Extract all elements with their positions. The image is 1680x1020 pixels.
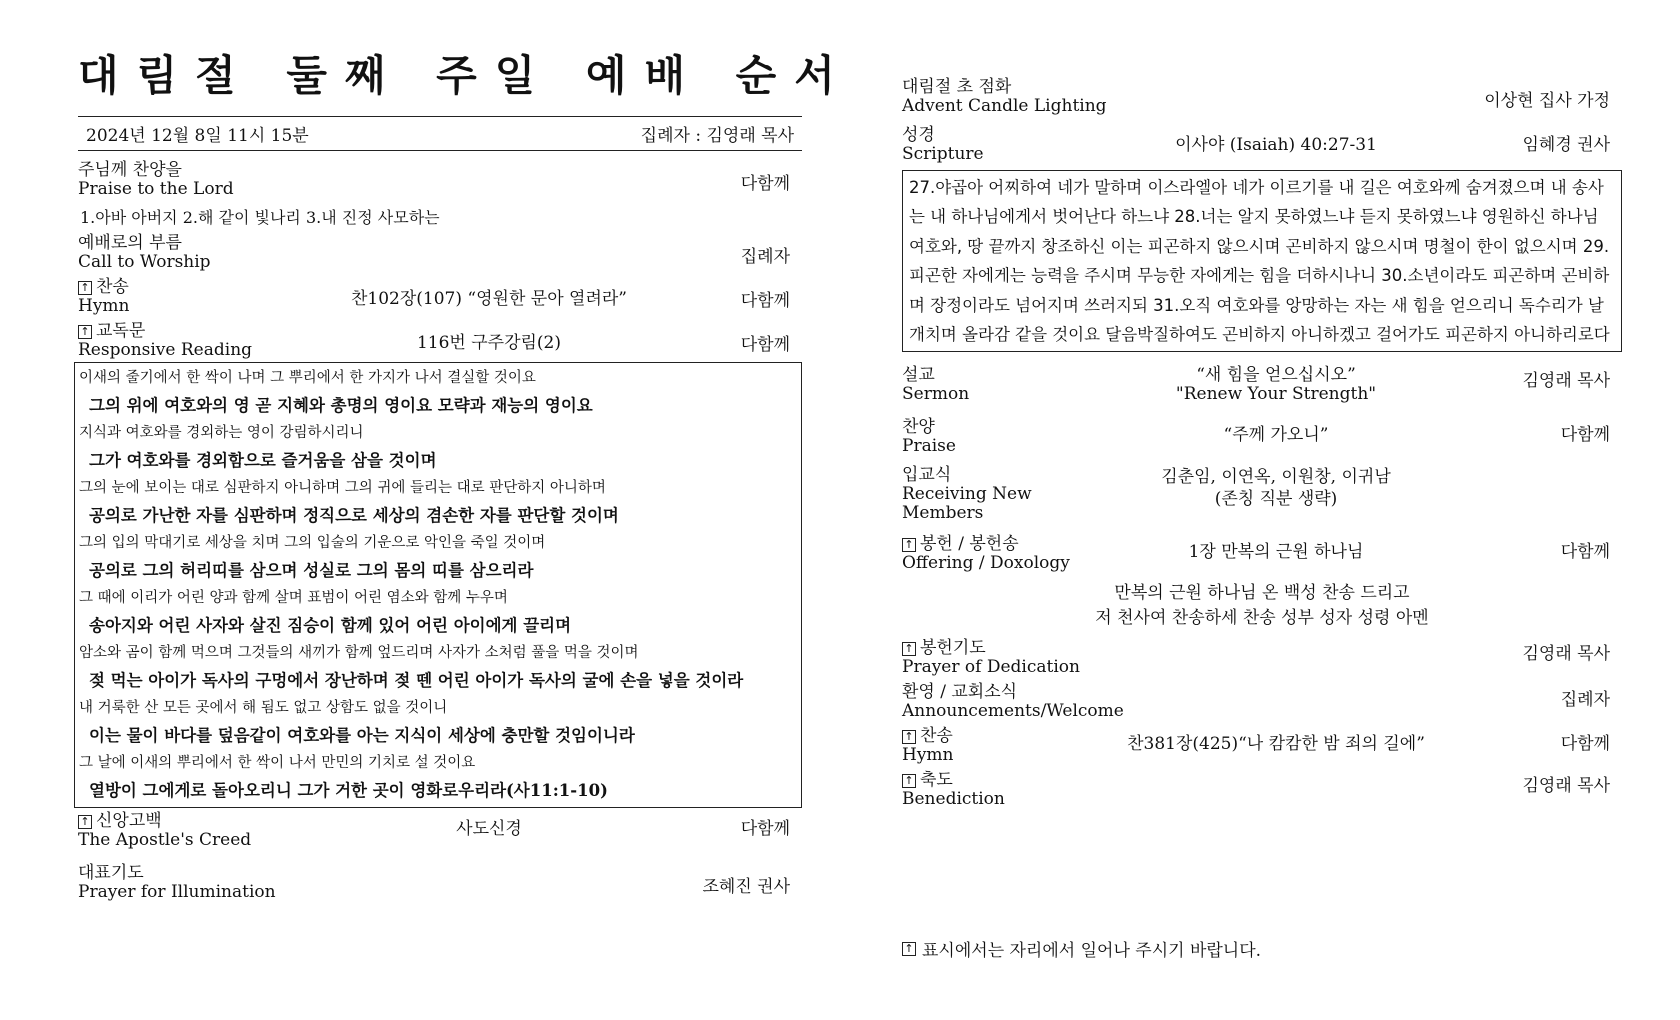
creed-en: The Apostle's Creed <box>78 830 252 850</box>
creed-leader: 다함께 <box>740 819 790 839</box>
responsive-title: 116번 구주강림(2) <box>416 333 562 353</box>
item-dedication <box>902 639 1622 677</box>
stand-up-icon: ↑ <box>902 642 916 656</box>
sermon-en: Sermon <box>902 384 970 405</box>
hymn-en: Hymn <box>78 296 130 316</box>
offering-leader: 다함께 <box>1560 542 1610 563</box>
sermon-title-ko: “새 힘을 얻으십시오” <box>1196 365 1356 386</box>
item-prayer <box>78 864 802 902</box>
reading-leader-line: 그 때에 이리가 어린 양과 함께 살며 표범이 어린 염소와 함께 누우며 <box>79 590 508 606</box>
offering-en: Offering / Doxology <box>902 553 1070 574</box>
creed-title: 사도신경 <box>456 819 522 839</box>
candle-ko: 대림절 초 점화 <box>902 77 1012 97</box>
item-offering <box>902 535 1622 573</box>
offering-hymn: 1장 만복의 근원 하나님 <box>1188 542 1364 563</box>
reading-people-line: 공의로 가난한 자를 심판하며 정직으로 세상의 겸손한 자를 판단할 것이며 <box>89 506 619 525</box>
call-ko: 예배로의 부름 <box>78 233 182 253</box>
footnote-text: 표시에서는 자리에서 일어나 주시기 바랍니다. <box>922 941 1262 961</box>
item-responsive <box>78 322 802 360</box>
offering-lyric-1: 만복의 근원 하나님 온 백성 찬송 드리고 <box>1114 583 1410 604</box>
reading-people-line: 이는 물이 바다를 덮음같이 여호와를 아는 지식이 세상에 충만할 것임이니라 <box>89 726 635 745</box>
hymn-right-leader: 다함께 <box>1560 734 1610 755</box>
item-members <box>902 466 1622 523</box>
praise-right-title: “주께 가오니” <box>1223 425 1329 446</box>
call-leader: 집례자 <box>740 247 790 267</box>
praise-leader: 다함께 <box>740 174 790 194</box>
date-bar <box>78 116 802 151</box>
call-en: Call to Worship <box>78 252 211 272</box>
stand-up-icon: ↑ <box>902 774 916 788</box>
announce-leader: 집례자 <box>1560 690 1610 711</box>
prayer-en: Prayer for Illumination <box>78 882 276 902</box>
item-benediction <box>902 771 1622 809</box>
dedication-en: Prayer of Dedication <box>902 657 1080 678</box>
reading-people-line: 젖 먹는 아이가 독사의 구멍에서 장난하며 젖 뗀 어린 아이가 독사의 굴에 손을 넣을 것이라 <box>89 671 744 690</box>
stand-up-icon: ↑ <box>902 942 916 956</box>
dedication-ko: 봉헌기도 <box>920 638 986 659</box>
responsive-en: Responsive Reading <box>78 340 253 360</box>
candle-leader: 이상현 집사 가정 <box>1484 91 1610 111</box>
footnote <box>902 936 1261 961</box>
benediction-en: Benediction <box>902 789 1005 810</box>
item-hymn <box>78 278 802 316</box>
reading-leader-line: 그 날에 이새의 뿌리에서 한 싹이 나서 만민의 기치로 설 것이요 <box>79 755 476 771</box>
stand-up-icon: ↑ <box>78 815 92 829</box>
reading-leader-line: 지식과 여호와를 경외하는 영이 강림하시리니 <box>79 425 364 441</box>
scripture-reference: 이사야 (Isaiah) 40:27-31 <box>1175 135 1377 155</box>
item-sermon <box>902 366 1622 404</box>
right-column <box>902 78 1622 809</box>
sermon-title-en: "Renew Your Strength" <box>1175 384 1377 405</box>
reading-people-line: 그의 위에 여호와의 영 곧 지혜와 총명의 영이요 모략과 재능의 영이요 <box>89 396 593 415</box>
prayer-ko: 대표기도 <box>78 863 144 883</box>
praise-en: Praise to the Lord <box>78 179 234 199</box>
offering-lyric-2: 저 천사여 찬송하세 찬송 성부 성자 성령 아멘 <box>1095 608 1429 629</box>
scripture-reader: 임혜경 권사 <box>1522 135 1610 155</box>
announce-ko: 환영 / 교회소식 <box>902 682 1018 703</box>
service-date: 2024년 12월 8일 11시 15분 <box>86 126 309 146</box>
reading-leader-line: 암소와 곰이 함께 먹으며 그것들의 새끼가 함께 엎드리며 사자가 소처럼 풀을 먹을 것이며 <box>79 645 639 661</box>
announce-en: Announcements/Welcome <box>902 701 1124 722</box>
stand-up-icon: ↑ <box>78 325 92 339</box>
item-praise <box>78 161 802 199</box>
members-names: 김춘임, 이연옥, 이원창, 이귀남 <box>1161 467 1391 488</box>
candle-en: Advent Candle Lighting <box>902 96 1107 116</box>
item-hymn-right <box>902 727 1622 765</box>
item-call <box>78 234 802 272</box>
hymn-right-en: Hymn <box>902 745 954 766</box>
reading-people-line: 열방이 그에게로 돌아오리니 그가 거한 곳이 영화로우리라(사11:1-10) <box>89 781 608 800</box>
members-note: (존칭 직분 생략) <box>1214 489 1338 510</box>
scripture-text-box: 27.야곱아 어찌하여 네가 말하며 이스라엘아 네가 이르기를 내 길은 여호와께 숨겨졌으며 내 송사는 내 하나님에게서 벗어난다 하느냐 28.너는 알지 못하였느냐 듣지 못하였느냐 영원하신 하나님 여호와, 땅 끝까지 창조하신 이는 피곤하지 않으시며 곤비하지 않으시며 명철이 한이 없으시며 29.피곤한 자에게는 능력을 주시며 무능한 자에게는 힘을 더하시나니 30.소년이라도 피곤하며 곤비하며 장정이라도 넘어지며 쓰러지되 31.오직 여호와를 앙망하는 자는 새 힘을 얻으리니 독수리가 날개치며 올라감 같을 것이요 달음박질하여도 곤비하지 아니하겠고 걸어가도 피곤하지 아니하리로다 <box>902 170 1622 352</box>
reading-leader-line: 이새의 줄기에서 한 싹이 나며 그 뿌리에서 한 가지가 나서 결실할 것이요 <box>79 370 536 386</box>
item-praise-right <box>902 418 1622 456</box>
praise-right-ko: 찬양 <box>902 417 935 438</box>
reading-people-line: 송아지와 어린 사자와 살진 짐승이 함께 있어 어린 아이에게 끌리며 <box>89 616 572 635</box>
members-en: Receiving New Members <box>902 484 1032 524</box>
scripture-ko: 성경 <box>902 125 935 145</box>
praise-ko: 주님께 찬양을 <box>78 160 182 180</box>
presider: 집례자 : 김영래 목사 <box>640 126 794 146</box>
hymn-right-ko: 찬송 <box>920 726 953 747</box>
benediction-minister: 김영래 목사 <box>1522 776 1610 797</box>
praise-right-en: Praise <box>902 436 956 457</box>
stand-up-icon: ↑ <box>902 538 916 552</box>
stand-up-icon: ↑ <box>78 281 92 295</box>
left-column <box>78 40 853 902</box>
responsive-reading-box <box>74 362 802 808</box>
reading-people-line: 공의로 그의 허리띠를 삼으며 성실로 그의 몸의 띠를 삼으리라 <box>89 561 534 580</box>
praise-right-leader: 다함께 <box>1560 425 1610 446</box>
hymn-ko: 찬송 <box>96 277 129 297</box>
hymn-title: 찬102장(107) “영원한 문아 열려라” <box>351 289 627 309</box>
item-candle <box>902 78 1622 116</box>
item-announce <box>902 683 1622 721</box>
offering-ko: 봉헌 / 봉헌송 <box>920 534 1019 555</box>
reading-leader-line: 그의 눈에 보이는 대로 심판하지 아니하며 그의 귀에 들리는 대로 판단하지 아니하며 <box>79 480 606 496</box>
praise-songs: 1.아바 아버지 2.해 같이 빛나리 3.내 진정 사모하는 <box>80 208 440 227</box>
members-ko: 입교식 <box>902 465 952 486</box>
item-creed <box>78 812 802 850</box>
responsive-ko: 교독문 <box>96 321 146 341</box>
sermon-ko: 설교 <box>902 365 935 386</box>
hymn-right-title: 찬381장(425)“나 캄캄한 밤 죄의 길에” <box>1127 734 1425 755</box>
prayer-leader: 조혜진 권사 <box>702 877 790 897</box>
reading-people-line: 그가 여호와를 경외함으로 즐거움을 삼을 것이며 <box>89 451 437 470</box>
responsive-leader: 다함께 <box>740 335 790 355</box>
creed-ko: 신앙고백 <box>96 811 162 831</box>
benediction-ko: 축도 <box>920 770 953 791</box>
scripture-en: Scripture <box>902 144 984 164</box>
sermon-preacher: 김영래 목사 <box>1522 371 1610 392</box>
page-title: 대림절 둘째 주일 예배 순서 <box>78 51 853 100</box>
hymn-leader: 다함께 <box>740 291 790 311</box>
reading-leader-line: 그의 입의 막대기로 세상을 치며 그의 입술의 기운으로 악인을 죽일 것이며 <box>79 535 546 551</box>
item-scripture <box>902 126 1622 164</box>
reading-leader-line: 내 거룩한 산 모든 곳에서 해 됨도 없고 상함도 없을 것이니 <box>79 700 448 716</box>
dedication-leader: 김영래 목사 <box>1522 644 1610 665</box>
stand-up-icon: ↑ <box>902 730 916 744</box>
